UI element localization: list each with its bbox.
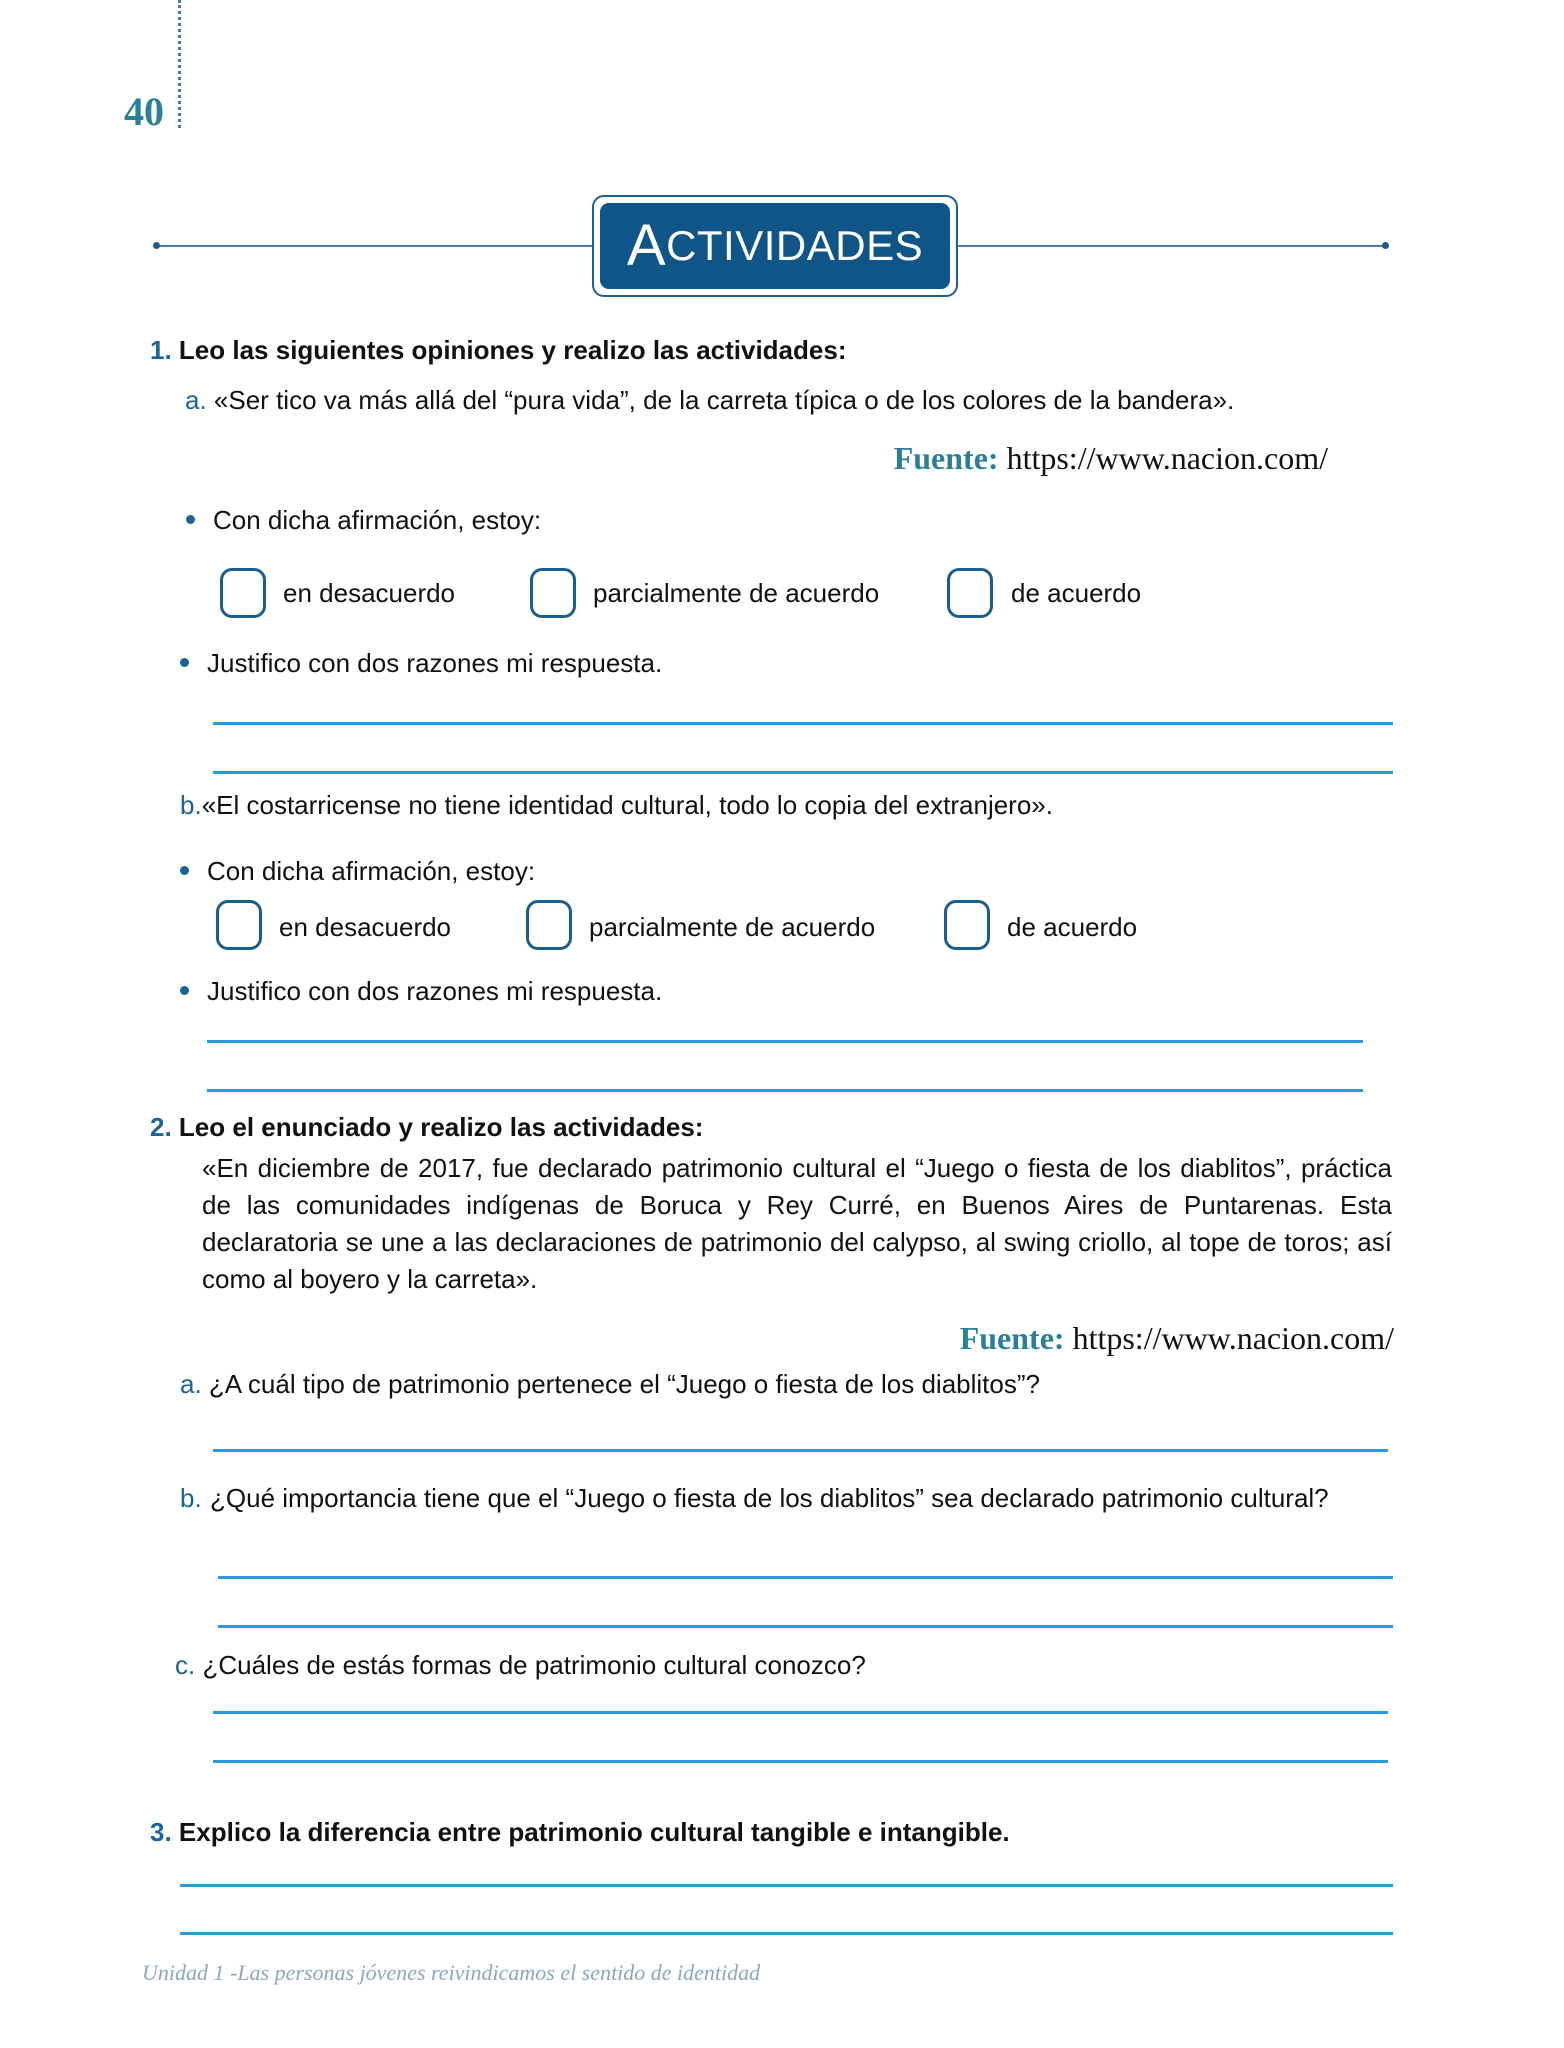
option-label: parcialmente de acuerdo [589,912,876,942]
answer-line[interactable] [207,1040,1363,1043]
bullet-icon [180,986,189,995]
activity-2-heading [150,1114,703,1140]
activity-1b-quote-row [180,792,1053,818]
question-text: ¿Cuáles de estás formas de patrimonio cultural conozco? [202,1650,866,1680]
question-letter: c. [175,1650,196,1680]
answer-line[interactable] [213,722,1393,725]
bullet-icon [180,658,189,667]
checkbox-1a-en-desacuerdo[interactable] [220,568,266,618]
checkbox-1b-de-acuerdo[interactable] [944,900,990,950]
option-label: en desacuerdo [279,912,452,942]
checkbox-1a-parcialmente-de-acuerdo[interactable] [530,568,576,618]
answer-line[interactable] [213,771,1393,774]
option-label: de acuerdo [1007,912,1138,942]
question-letter: a. [180,1369,202,1399]
answer-line[interactable] [218,1625,1393,1628]
section-title-rest: CTIVIDADES [666,222,924,269]
activity-1b-justify-prompt [180,978,662,1004]
activity-1-heading [150,337,846,363]
activity-3-prompt: Explico la diferencia entre patrimonio cultural tangible e intangible. [178,1817,1010,1847]
answer-line[interactable] [180,1884,1393,1887]
activity-1-number: 1. [150,335,172,365]
activity-1a-justify-prompt [180,650,662,676]
activity-3-heading [150,1819,1010,1845]
activity-2-prompt: Leo el enunciado y realizo las actividades: [178,1112,704,1142]
section-title-box [592,195,958,297]
answer-line[interactable] [213,1711,1388,1714]
activity-2c-question [175,1652,866,1678]
activity-1a-quote: «Ser tico va más allá del “pura vida”, de la carreta típica o de los colores de la bandera». [213,385,1235,415]
option-label: en desacuerdo [283,578,456,608]
activity-1b-letter: b. [180,790,202,820]
agree-prompt-text: Con dicha afirmación, estoy: [207,856,536,886]
answer-line[interactable] [213,1760,1388,1763]
checkbox-1b-parcialmente-de-acuerdo[interactable] [526,900,572,950]
justify-prompt-text: Justifico con dos razones mi respuesta. [207,976,663,1006]
answer-line[interactable] [218,1576,1393,1579]
page-number: 40 [124,89,164,134]
activity-2-source [960,1320,1394,1357]
activity-1a-agree-prompt [186,507,541,533]
checkbox-1b-en-desacuerdo[interactable] [216,900,262,950]
source-url: https://www.nacion.com/ [1006,440,1328,476]
option-label: parcialmente de acuerdo [593,578,880,608]
answer-line[interactable] [207,1089,1363,1092]
question-text: ¿Qué importancia tiene que el “Juego o fiesta de los diablitos” sea declarado patrimonio cultural? [210,1483,1329,1513]
activity-2a-question [180,1371,1040,1397]
source-url: https://www.nacion.com/ [1072,1320,1394,1356]
header-rule-dot-left [153,242,160,249]
answer-line[interactable] [213,1449,1388,1452]
justify-prompt-text: Justifico con dos razones mi respuesta. [207,648,663,678]
question-text: ¿A cuál tipo de patrimonio pertenece el “Juego o fiesta de los diablitos”? [208,1369,1040,1399]
activity-3-number: 3. [150,1817,172,1847]
activity-2-number: 2. [150,1112,172,1142]
bullet-icon [186,515,195,524]
section-title [600,203,950,289]
page-footer: Unidad 1 -Las personas jóvenes reivindicamos el sentido de identidad [142,1960,761,1985]
answer-line[interactable] [180,1932,1393,1935]
bullet-icon [180,866,189,875]
activity-1a-letter: a. [185,385,207,415]
activity-1b-quote: «El costarricense no tiene identidad cultural, todo lo copia del extranjero». [201,790,1053,820]
source-label: Fuente: [959,1320,1065,1356]
question-letter: b. [180,1483,202,1513]
activity-1a-quote-row [185,387,1234,413]
activity-1b-agree-prompt [180,858,535,884]
checkbox-1a-de-acuerdo[interactable] [947,568,993,618]
agree-prompt-text: Con dicha afirmación, estoy: [213,505,542,535]
section-title-initial: A [626,213,667,278]
margin-dotted-rule [178,0,181,128]
source-label: Fuente: [893,440,999,476]
activity-1a-source [894,440,1328,477]
activity-2-paragraph: «En diciembre de 2017, fue declarado patrimonio cultural el “Juego o fiesta de los diablitos”, práctica de las comunidades indígenas de Boruca y Rey Curré, en Buenos Aires de Puntarenas. Esta declaratoria se une a las declaraciones de patrimonio del calypso, al swing criollo, al tope de toros; así como al boyero y la carreta». [202,1153,1392,1294]
activity-2b-question [180,1480,1393,1517]
activity-1-prompt: Leo las siguientes opiniones y realizo las actividades: [178,335,847,365]
header-rule-dot-right [1382,242,1389,249]
option-label: de acuerdo [1011,578,1142,608]
